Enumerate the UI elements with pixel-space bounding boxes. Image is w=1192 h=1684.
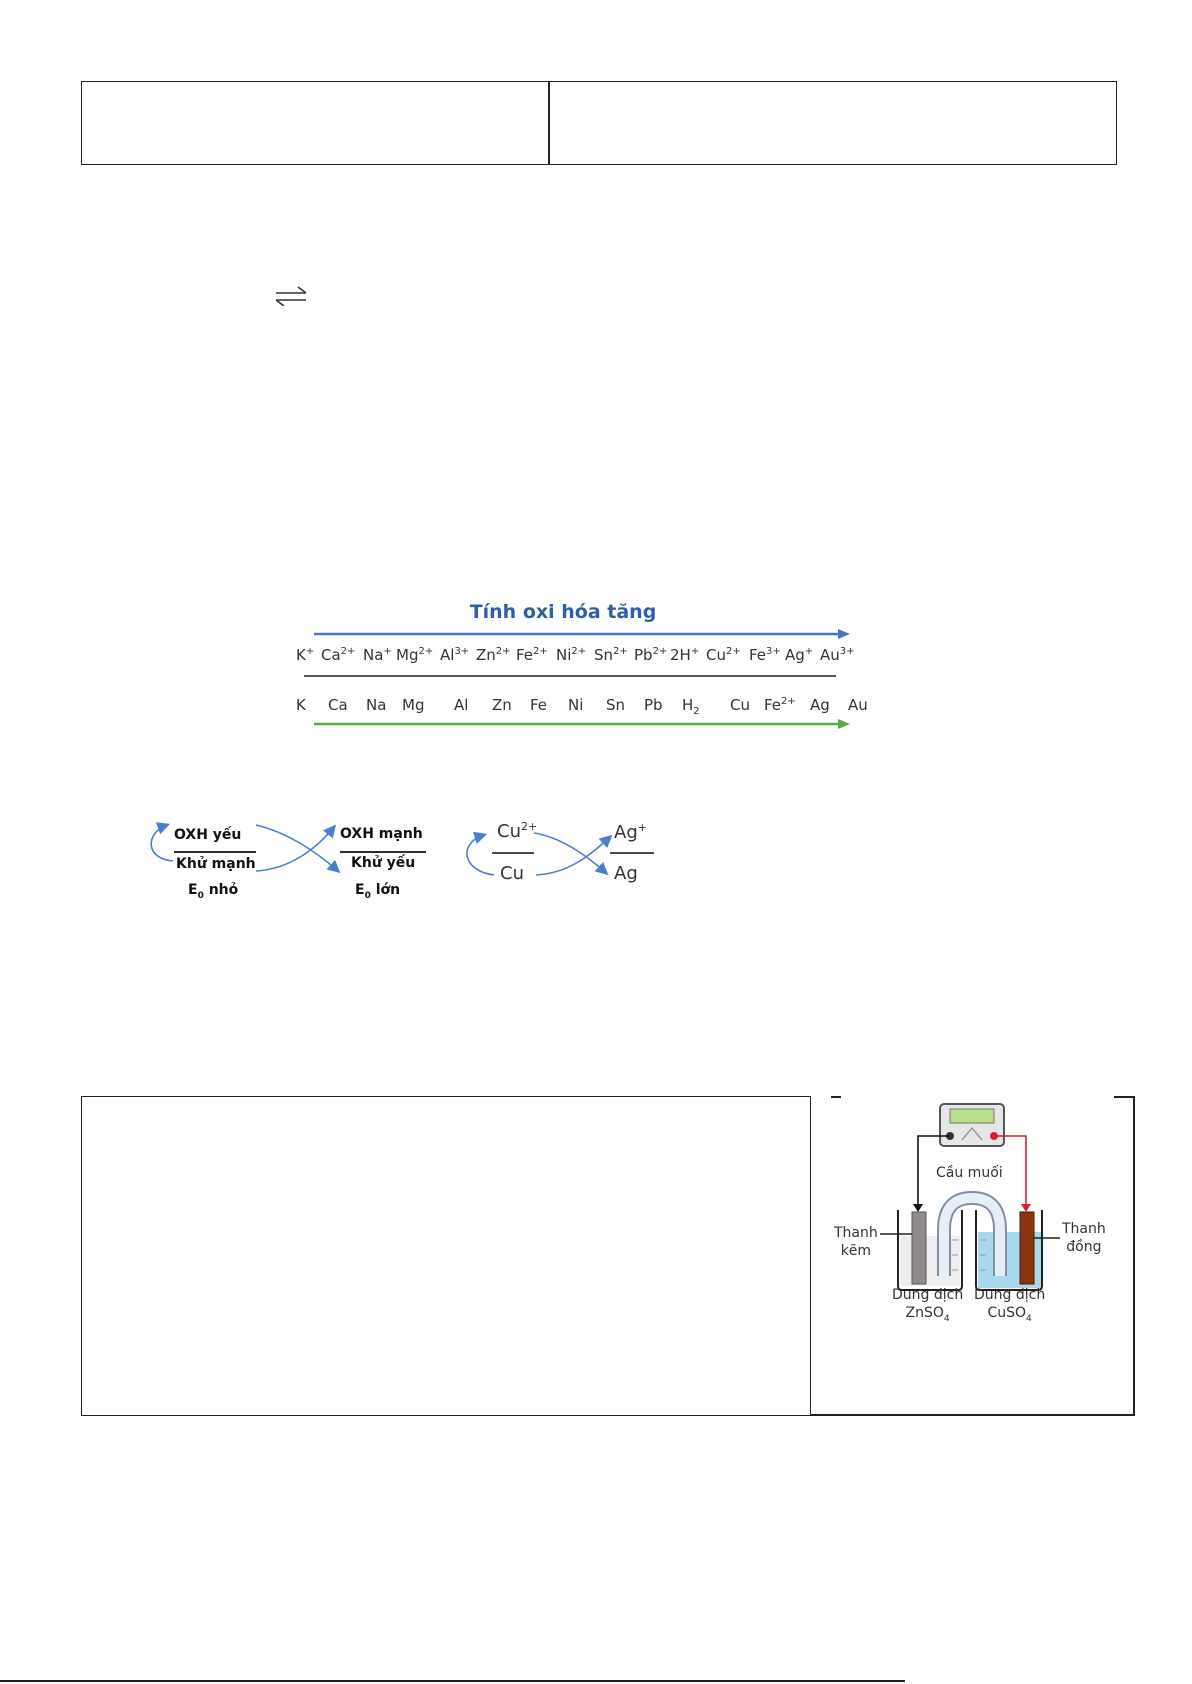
bottom-table-left-cell xyxy=(81,1096,811,1416)
zinc-rod-label: Thanh kẽm xyxy=(834,1225,878,1259)
series-species: K+ xyxy=(296,646,315,664)
galvanic-cell-figure xyxy=(834,1100,1130,1340)
equilibrium-arrow-icon xyxy=(274,286,308,306)
copper-solution-label: Dung dịch CuSO$_4$ xyxy=(974,1287,1046,1324)
series-species: $Fe^{2+}$ xyxy=(764,696,796,714)
example-left-oxidant: $Cu^{2+}$ xyxy=(497,820,538,842)
series-species: $Mg^{2+}$ xyxy=(396,646,434,664)
series-species: Au xyxy=(848,696,868,714)
series-species: $H_2$ xyxy=(682,696,700,717)
series-species: $Fe^{2+}$ xyxy=(516,646,548,664)
redox-pair-diagram xyxy=(140,815,680,915)
oxidized-forms-row xyxy=(296,646,855,664)
reduction-arrow-icon xyxy=(312,718,852,730)
rule-left-reductant: Khử mạnh xyxy=(176,856,256,872)
series-species: $Fe^{3+}$ xyxy=(749,646,781,664)
oxidation-arrow-icon xyxy=(312,628,852,640)
example-left-reductant: Cu xyxy=(500,863,524,884)
series-species: Ca xyxy=(328,696,348,714)
series-species: $Ca^{2+}$ xyxy=(321,646,356,664)
series-species: Al xyxy=(454,696,469,714)
example-right-reductant: Ag xyxy=(614,863,638,884)
series-species: Mg xyxy=(402,696,425,714)
salt-bridge-label: Cầu muối xyxy=(936,1165,1003,1181)
oxidation-title: Tính oxi hóa tăng xyxy=(469,601,657,623)
series-species: Ag+ xyxy=(785,646,814,664)
zinc-solution-label: Dung dịch ZnSO$_4$ xyxy=(892,1287,964,1324)
bottom-table-border xyxy=(831,1096,841,1098)
series-species: Na+ xyxy=(363,646,392,664)
reduced-forms-row xyxy=(296,696,878,717)
example-right-oxidant: Ag+ xyxy=(614,821,647,843)
rule-right-oxidant: OXH mạnh xyxy=(340,826,423,842)
copper-rod-label: Thanh đồng xyxy=(1062,1221,1106,1255)
bottom-table-border xyxy=(1133,1096,1135,1416)
series-species: K xyxy=(296,696,306,714)
top-table xyxy=(81,81,1117,165)
series-species: $Ni^{2+}$ xyxy=(556,646,587,664)
footer-line xyxy=(0,1680,905,1682)
series-species: Cu xyxy=(730,696,750,714)
series-species: Pb xyxy=(644,696,663,714)
rule-left-oxidant: OXH yếu xyxy=(174,827,242,843)
series-species: Sn xyxy=(606,696,626,714)
rule-right-potential: $E_0$ lớn xyxy=(355,882,401,901)
series-species: Ni xyxy=(568,696,584,714)
rule-right-reductant: Khử yếu xyxy=(351,855,416,871)
table-divider xyxy=(548,82,550,164)
series-species: $Al^{3+}$ xyxy=(440,646,470,664)
electrochemical-series xyxy=(290,598,868,758)
series-species: Ag xyxy=(810,696,830,714)
series-divider xyxy=(304,674,836,678)
series-species: $Cu^{2+}$ xyxy=(706,646,741,664)
series-species: $Sn^{2+}$ xyxy=(594,646,628,664)
bottom-table-border xyxy=(1114,1096,1135,1098)
series-species: 2H+ xyxy=(670,646,700,664)
series-species: Fe xyxy=(530,696,548,714)
series-species: Zn xyxy=(492,696,512,714)
bottom-table-border xyxy=(810,1414,1135,1416)
series-species: $Au^{3+}$ xyxy=(820,646,855,664)
series-species: $Zn^{2+}$ xyxy=(476,646,511,664)
rule-left-potential: $E_0$ nhỏ xyxy=(188,882,239,901)
series-species: $Pb^{2+}$ xyxy=(634,646,668,664)
series-species: Na xyxy=(366,696,387,714)
